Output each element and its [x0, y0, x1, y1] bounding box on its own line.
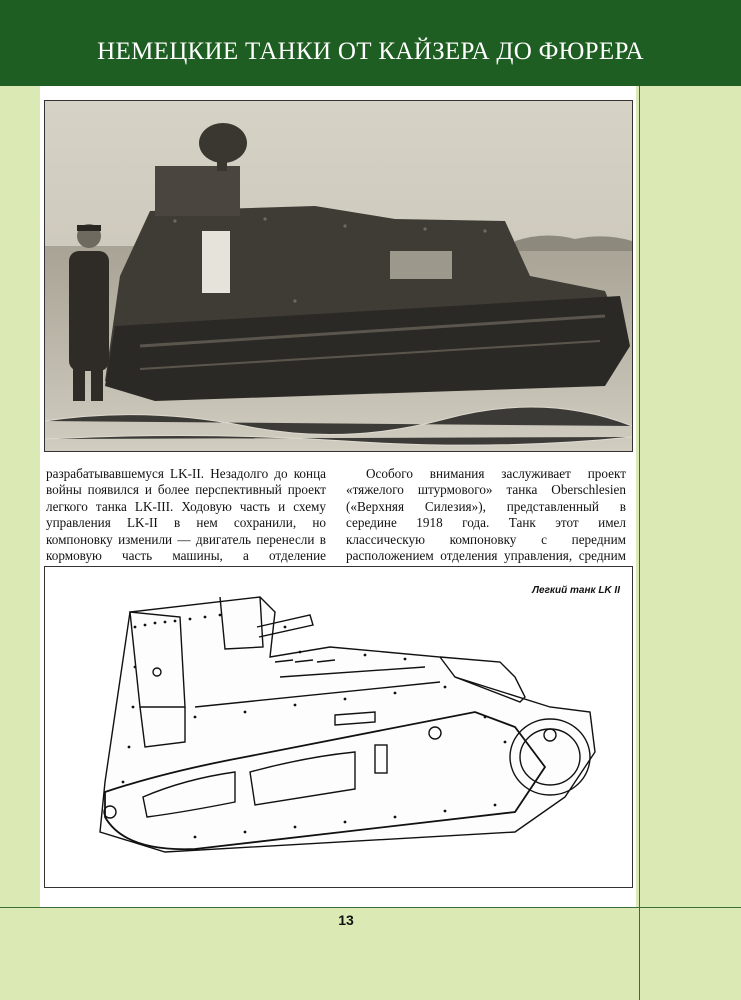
text-column-left	[46, 466, 326, 581]
tank-line-drawing-icon	[45, 567, 632, 887]
right-margin-rule	[639, 86, 640, 1000]
page-header-title: НЕМЕЦКИЕ ТАНКИ ОТ КАЙЗЕРА ДО ФЮРЕРА	[97, 38, 644, 65]
drawing-caption: Легкий танк LK II	[532, 585, 620, 596]
tank-photo	[44, 100, 633, 452]
tank-drawing	[44, 566, 633, 888]
tank-photo-icon	[45, 101, 632, 451]
body-text-left: разрабатывавшемуся LK-II. Незадолго до конца войны появился и более перспективный проект легкого танка LK-III. Ходовую часть и схему управления LK-II в нем сохранили, но компоновку изменили — двигатель перенесли в кормовую часть машины, а отделение	[46, 466, 326, 564]
footer-rule	[0, 907, 741, 908]
page-header	[0, 0, 741, 86]
page-number: 13	[338, 912, 354, 928]
body-text-right: Особого внимания заслуживает проект «тяжелого штурмового» танка Oberschlesien («Верхняя Силезия»), представленный в середине 1918 года. Танк этот имел классическую компоновку с передним расположением отделения управления, средним	[346, 466, 626, 564]
